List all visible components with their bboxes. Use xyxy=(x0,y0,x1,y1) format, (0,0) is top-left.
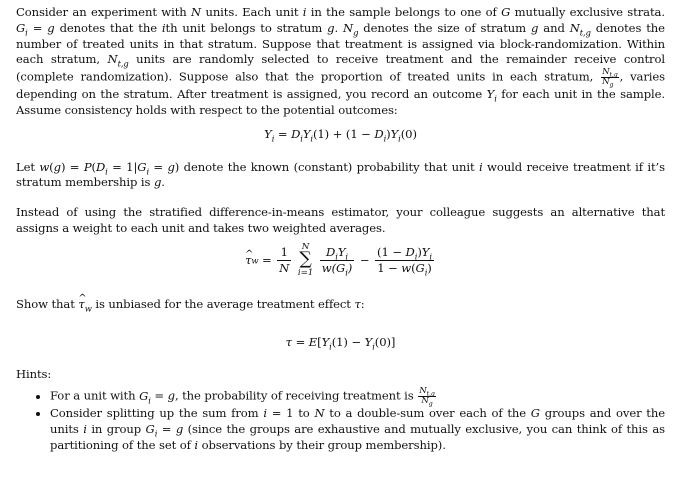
hints-title: Hints: xyxy=(16,367,52,382)
hint-item: • For a unit with $G_i = g$, the probability of receiving treatment is $\frac{N_{t,g}}{N_g}$ xyxy=(50,387,665,406)
weight-paragraph: Let $w(g) = P(D_i = 1|G_i = g)$ denote the known (constant) probability that unit i would receive treatment if it’s stratum membership is g. xyxy=(16,159,665,190)
consistency-equation: $Y_i = D_iY_i(1) + (1 - D_i)Y_i(0)$ xyxy=(264,126,417,144)
intro-paragraph: Consider an experiment with N units. Each unit i in the sample belongs to one of G mutually exclusive strata. $G_i = g$ denotes that the ith unit belongs to stratum g. $N_g$ denotes the size of stratum g and $N_{t,g}$ denotes the number of treated units in that stratum. Suppose that treatment is assigned via block-randomization. Within each stratum, $N_{t,g}$ units are randomly selected to receive treatment and the remainder receive control (complete randomization). Suppose also that the proportion of treated units in each stratum, $\frac{N_{t,g}}{N_g}$ , varies depending on the stratum. After treatment is assigned, you record an outcome $Y_i$ for each unit in the sample. Assume consistency holds with respect to the potential outcomes: xyxy=(16,5,665,117)
hint-item: • Consider splitting up the sum from i = 1 to N to a double-sum over each of the G groups and over the units i in group $G_i = g$ (since the groups are exhaustive and mutually exclusive, you can think of this as partitioning of the set of i observations by their group membership). xyxy=(50,406,665,453)
weighted-estimator-equation: ^ τw = $\frac{1}{N}$ N ∑ i=1 $D_iY_i$ $w(G_i)$ − $\frac{(1 - D_i)Y_i}{1 - w(G_i)}$ xyxy=(16,243,665,291)
ate-equation: $\tau = E[Y_i(1) - Y_i(0)]$ xyxy=(285,334,396,351)
colleague-paragraph: Instead of using the stratified difference-in-means estimator, your colleague suggests an alternative that assigns a weight to each unit and takes two weighted averages. xyxy=(16,205,665,235)
show-paragraph: Show that ^ $\tau_w$ is unbiased for the average treatment effect τ: xyxy=(16,297,665,313)
hints-list xyxy=(16,387,665,453)
treated-proportion-fraction: $\frac{N_{t,g}}{N_g}$ xyxy=(602,67,618,89)
